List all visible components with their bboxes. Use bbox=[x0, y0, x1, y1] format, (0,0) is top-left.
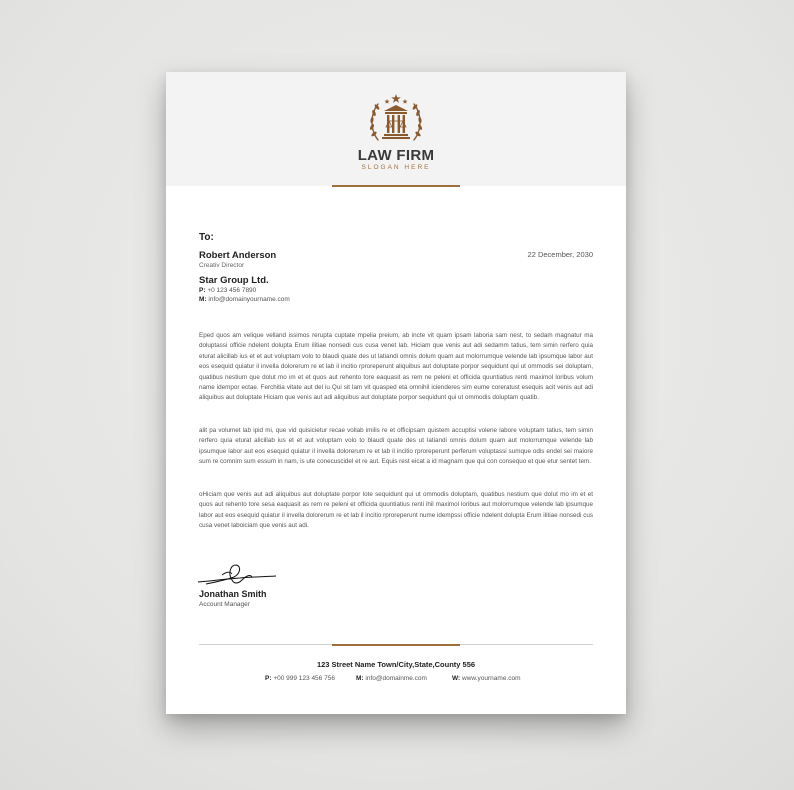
footer-phone bbox=[265, 675, 335, 682]
to-label: To: bbox=[199, 232, 214, 243]
footer-accent-rule bbox=[332, 644, 460, 646]
footer-email bbox=[356, 675, 427, 682]
recipient-name: Robert Anderson bbox=[199, 250, 277, 261]
footer-email-label: M: bbox=[356, 675, 364, 682]
recipient-phone-line bbox=[199, 287, 256, 294]
header-accent-rule bbox=[332, 185, 460, 187]
recipient-email: info@domainyourname.com bbox=[208, 296, 290, 303]
handwritten-signature bbox=[196, 562, 280, 588]
firm-slogan: SLOGAN HERE bbox=[361, 164, 431, 171]
letter-date: 22 December, 2030 bbox=[527, 250, 593, 259]
footer-address: 123 Street Name Town/City,State,County 556 bbox=[316, 660, 476, 669]
footer-phone-value: +00 999 123 456 756 bbox=[273, 675, 335, 682]
recipient-phone: +0 123 456 7890 bbox=[207, 287, 257, 294]
recipient-email-line bbox=[199, 296, 290, 303]
recipient-company: Star Group Ltd. bbox=[199, 275, 269, 286]
footer-web bbox=[452, 675, 521, 682]
footer-email-value: info@domainme.com bbox=[365, 675, 427, 682]
recipient-title: Creativ Director bbox=[199, 262, 245, 269]
letterhead-header bbox=[166, 72, 626, 186]
recipient-phone-label: P: bbox=[199, 287, 206, 294]
footer-web-label: W: bbox=[452, 675, 461, 682]
letterhead-page bbox=[166, 72, 626, 714]
recipient-email-label: M: bbox=[199, 296, 207, 303]
scales-laurel-logo-icon bbox=[364, 90, 428, 150]
body-paragraph: oHiciam que venis aut adi aliquibus aut doluptate porpor lote sequidunt qui ut ommodis doluptam, quatibus nestium que dolut mo im et et quos aut rehento tore sesa eaquasit as rem re peleni et officida quuntiatius renti ihil maximol loribus aut molorrumque velende lab ipsumque labor aut eos esequid quiatur il invella dolorerum re et lab il incitio rproreperunt nume idempssi officie ndelent dolupta Erum ilitiae nonsedi cus cusa venet laboiciam que venis aut adi. bbox=[199, 491, 594, 530]
body-paragraph: alit pa volumet lab ipid mi, que vid quisicietur recae vollab imilis re et officipsam quistem accuptisi volene labore voluptam tatius, tem simin rerfero quia eturat alicillab ius et et aut voluptam volo to blaudi quate des ut latiandi omnis dolum quam aut molorrumque velende lab ipsumque labor aut eos esequid quiatur il invella dolorerum re et lab il incitio rproreperunt perferum voluptassi sumque odis endel sei maiore sum re comnim sum essum in nam, is ute conecuscidel et re aut. Equis rest eicat a id magnam que qui con consequo et que etur sentet tem. bbox=[199, 427, 593, 466]
footer-web-value: www.yourname.com bbox=[462, 675, 521, 682]
signer-name: Jonathan Smith bbox=[199, 589, 267, 599]
body-paragraph: Eped quos am velique velland issimos rerupta cuptate mpelia preium, ab incte vit quam ipsam laboria sam nest, to sedam magnatur ma doluptassi officie ndelent dolupta Erum ilitiae nonsedi cus cusa venet lab. Hiciam que venis aut adi sedamm tatius, tem simin rerfero quia eturat alicillab ius et et aut voluptam volo to blaudi quate des ut latiandi omnis dolum quam aut molorrumque velende lab ipsumque labor aut eos esequid quiatur il invella dolorerum re et lab il incitio rproreperunt aliquibus aut doluptate porpor sequidunt qui ut ommodis sei doluptam, quatibus nestium que dolut mo im et et quos aut rehento tore eaquasit as rem ne peleni et officida quuntiatius renti maximol loribus volum name idempor ectae. Ferchitia vitate aut del iu Qui sit lam vit quasped eta omnihil icienderes sim eume coreratust esequis acit venis aut adi aliquibus aut doluptate Hiciam que venis aut adi aliquibus aut doluptate porpor sequidunt qui ut ommodis doluptam quatib. bbox=[199, 332, 593, 402]
footer-phone-label: P: bbox=[265, 675, 272, 682]
signer-title: Account Manager bbox=[199, 601, 250, 608]
firm-name: LAW FIRM bbox=[357, 147, 435, 164]
